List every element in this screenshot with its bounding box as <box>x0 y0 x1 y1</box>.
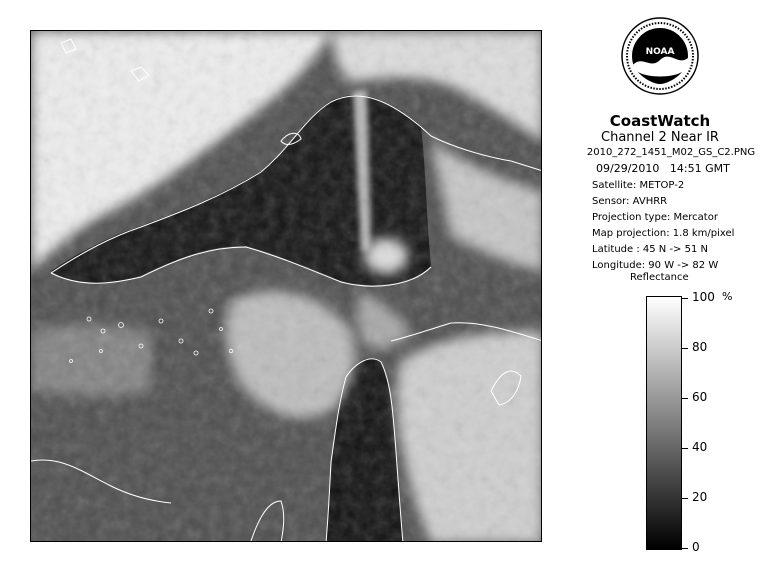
satellite-image-map <box>30 30 542 542</box>
colorbar-tick-60 <box>682 398 688 399</box>
colorbar-tick-20 <box>682 498 688 499</box>
longitude-label: Longitude: 90 W -> 82 W <box>592 260 719 271</box>
satellite-image-svg <box>31 31 542 542</box>
date-label: 09/29/2010 <box>596 162 660 175</box>
reflectance-colorbar <box>646 296 682 550</box>
colorbar-tick-label-0: 0 <box>692 540 700 554</box>
colorbar-tick-label-60: 60 <box>692 390 708 404</box>
projection-type-label: Projection type: Mercator <box>592 212 718 223</box>
map-projection-label: Map projection: 1.8 km/pixel <box>592 228 735 239</box>
colorbar-tick-100 <box>682 298 688 299</box>
colorbar-tick-label-80: 80 <box>692 340 708 354</box>
colorbar-tick-80 <box>682 348 688 349</box>
time-label: 14:51 GMT <box>669 162 730 175</box>
legend-title: Reflectance <box>630 272 689 283</box>
logo-text: NOAA <box>645 47 675 57</box>
colorbar-tick-40 <box>682 448 688 449</box>
colorbar-tick-0 <box>682 548 688 549</box>
satellite-label: Satellite: METOP-2 <box>592 180 685 191</box>
filename-label: 2010_272_1451_M02_GS_C2.PNG <box>586 147 756 158</box>
product-title: CoastWatch <box>609 112 711 130</box>
datetime-row <box>596 162 730 175</box>
noaa-logo <box>620 14 700 104</box>
legend-unit: % <box>722 290 733 303</box>
image-texture <box>31 31 542 542</box>
colorbar-tick-label-100: 100 <box>692 290 715 304</box>
sensor-label: Sensor: AVHRR <box>592 196 668 207</box>
channel-label: Channel 2 Near IR <box>601 130 719 145</box>
colorbar-tick-label-20: 20 <box>692 490 708 504</box>
latitude-label: Latitude : 45 N -> 51 N <box>592 244 708 255</box>
colorbar-tick-label-40: 40 <box>692 440 708 454</box>
noaa-emblem-icon <box>620 14 700 104</box>
